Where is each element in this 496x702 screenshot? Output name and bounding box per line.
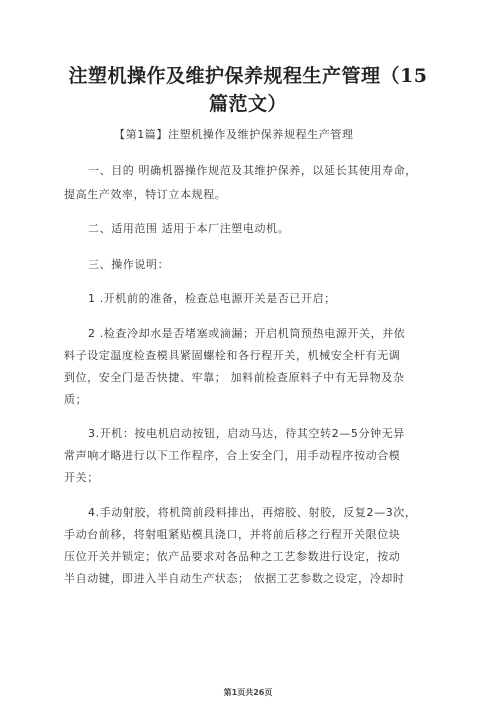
paragraph-line: 3.开机：按电机启动按钮，启动马达，待其空转2—5分钟无异 bbox=[88, 427, 405, 440]
paragraph-line: 常声响才略进行以下工作程序，合上安全门，用手动程序按动合模 bbox=[64, 449, 401, 462]
title-line-1: 注塑机操作及维护保养规程生产管理（15 bbox=[68, 65, 428, 87]
paragraph-line: 1 .开机前的准备，检查总电源开关是否已开启； bbox=[88, 292, 336, 305]
paragraph-line: 提高生产效率，特订立本规程。 bbox=[64, 188, 227, 201]
document-title bbox=[40, 62, 456, 118]
paragraph-line: 质； bbox=[64, 393, 88, 406]
paragraph-line: 二、适用范围 适用于本厂注塑电动机。 bbox=[88, 222, 290, 235]
paragraph-line: 2 .检查冷却水是否堵塞或滴漏；开启机筒预热电源开关，并依 bbox=[88, 327, 406, 340]
paragraph-line: 半自动键，即进入半自动生产状态； 依据工艺参数之设定，冷却时 bbox=[64, 572, 405, 585]
page-footer: 第1页共26页 bbox=[223, 688, 273, 697]
paragraph-line: 开关； bbox=[64, 471, 99, 484]
section-heading: 【第1篇】注塑机操作及维护保养规程生产管理 bbox=[114, 128, 354, 141]
title-line-2: 篇范文） bbox=[208, 93, 287, 115]
paragraph-line: 一、目的 明确机器操作规范及其维护保养，以延长其使用寿命， bbox=[88, 164, 417, 177]
paragraph-line: 4.手动射胶，将机筒前段料排出，再熔胶、射胶，反复2—3次， bbox=[88, 506, 417, 519]
paragraph-line: 压位开关并锁定；依产品要求对各品种之工艺参数进行设定，按动 bbox=[64, 550, 401, 563]
paragraph-line: 料子设定温度检查模具紧固螺栓和各行程开关，机械安全杆有无调 bbox=[64, 349, 401, 362]
paragraph-line: 手动台前移，将射咀紧贴模具浇口，并将前后移之行程开关限位块 bbox=[64, 528, 401, 541]
paragraph-line: 三、操作说明： bbox=[88, 258, 170, 271]
paragraph-line: 到位，安全门是否快捷、牢靠； 加料前检查原料子中有无异物及杂 bbox=[64, 371, 405, 384]
